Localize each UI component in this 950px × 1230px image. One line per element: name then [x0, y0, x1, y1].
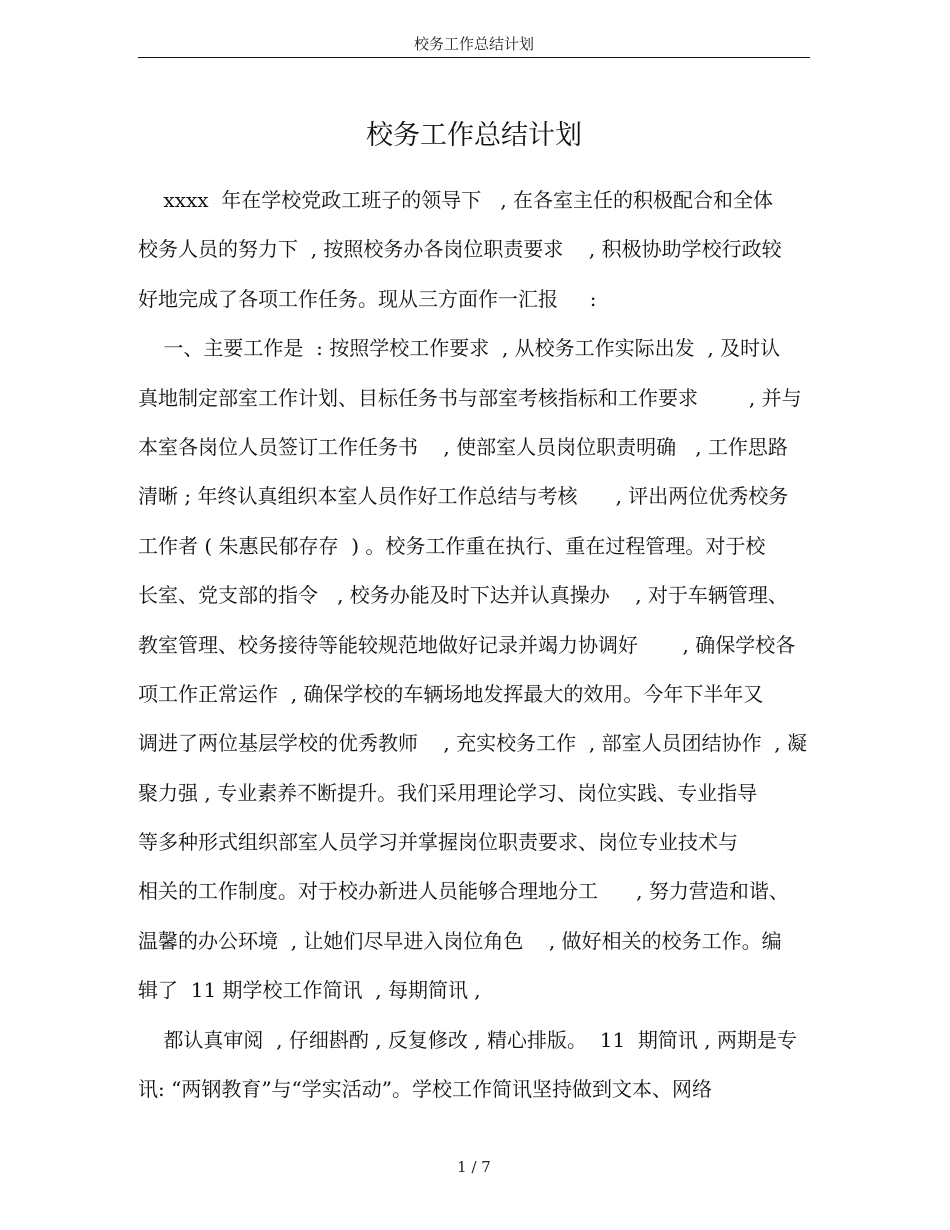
- body-line: 真地制定部室工作计划、目标任务书与部室考核指标和工作要求 , 并与: [138, 385, 802, 410]
- page-number: 1 / 7: [457, 1158, 491, 1176]
- running-header: 校务工作总结计划: [413, 35, 534, 53]
- body-line: 长室、党支部的指令 , 校务办能及时下达并认真操办 , 对于车辆管理、: [138, 583, 788, 608]
- body-line: 校务人员的努力下 , 按照校务办各岗位职责要求 , 积极协助学校行政较: [138, 237, 782, 262]
- document-title: 校务工作总结计划: [366, 120, 582, 151]
- body-line: 一、主要工作是 : 按照学校工作要求 , 从校务工作实际出发 , 及时认: [138, 336, 781, 361]
- body-text: [138, 180, 818, 1118]
- body-line: 等多种形式组织部室人员学习并掌握岗位职责要求、岗位专业技术与: [138, 830, 738, 855]
- body-line: 温馨的办公环境 , 让她们尽早进入岗位角色 , 做好相关的校务工作。编: [138, 928, 782, 953]
- body-line: 清晰 ; 年终认真组织本室人员作好工作总结与考核 , 评出两位优秀校务: [138, 484, 789, 509]
- body-line: 工作者 ( 朱惠民郁存存 ) 。校务工作重在执行、重在过程管理。对于校: [138, 533, 766, 558]
- body-line: xxxx 年在学校党政工班子的领导下 , 在各室主任的积极配合和全体: [138, 188, 774, 212]
- body-line: 本室各岗位人员签订工作任务书 , 使部室人员岗位职责明确 , 工作思路: [138, 434, 788, 459]
- body-line: 调进了两位基层学校的优秀教师 , 充实校务工作 , 部室人员团结协作 , 凝: [138, 731, 808, 756]
- body-line: 项工作正常运作 , 确保学校的车辆场地发挥最大的效用。今年下半年又: [138, 681, 764, 706]
- body-line: 辑了 11 期学校工作简讯 , 每期简讯 ,: [138, 978, 481, 1003]
- body-line: 聚力强 , 专业素养不断提升。我们采用理论学习、岗位实践、专业指导: [138, 780, 758, 805]
- body-line: 教室管理、校务接待等能较规范地做好记录并竭力协调好 , 确保学校各: [138, 632, 796, 657]
- body-line: 相关的工作制度。对于校办新进人员能够合理地分工 , 努力营造和谐、: [138, 879, 789, 904]
- header-divider: [138, 57, 810, 58]
- body-line: 都认真审阅 , 仔细斟酌 , 反复修改 , 精心排版。 11 期简讯 , 两期是专: [138, 1027, 797, 1052]
- body-line: 讯: “两钢教育”与“学实活动”。学校工作简讯坚持做到文本、网络: [138, 1077, 712, 1102]
- body-line: 好地完成了各项工作任务。现从三方面作一汇报 :: [138, 286, 597, 311]
